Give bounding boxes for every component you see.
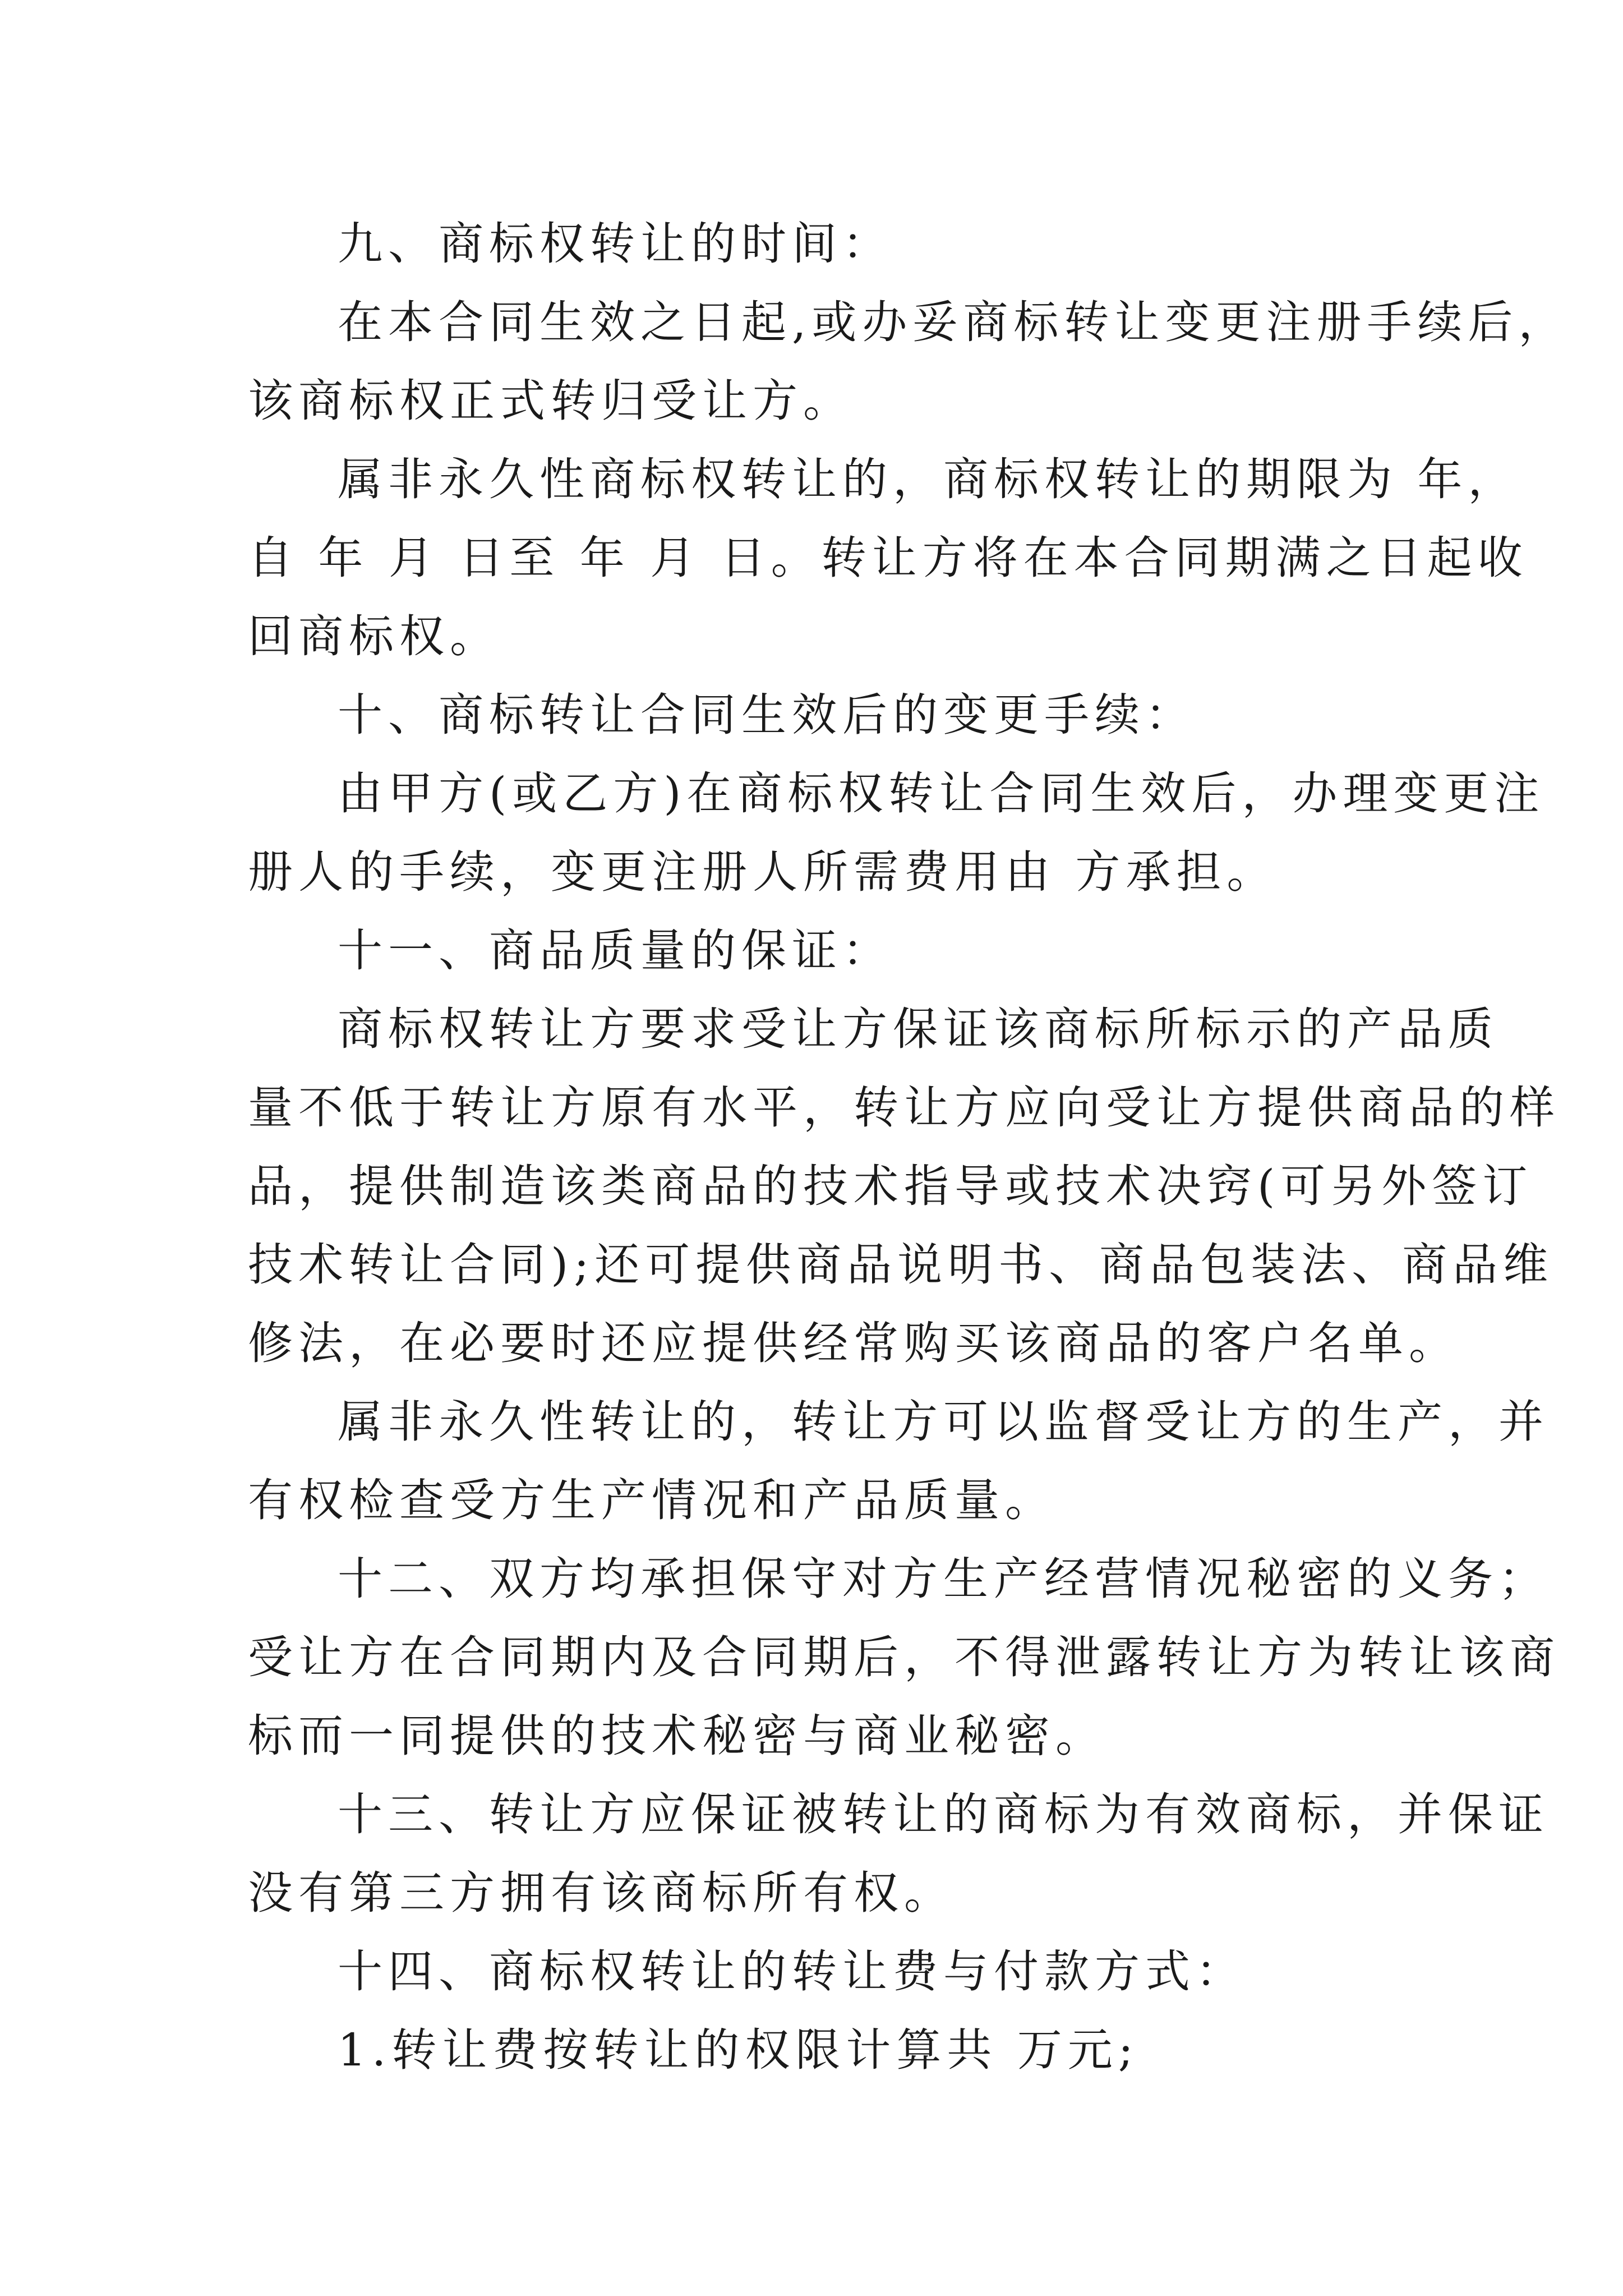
text-line: 量不低于转让方原有水平，转让方应向受让方提供商品的样	[248, 1082, 1560, 1134]
text-line: 在本合同生效之日起,或办妥商标转让变更注册手续后，	[338, 296, 1569, 348]
text-line: 由甲方(或乙方)在商标权转让合同生效后，办理变更注	[338, 767, 1545, 820]
text-line: 没有第三方拥有该商标所有权。	[248, 1867, 955, 1919]
text-line: 十四、商标权转让的转让费与付款方式：	[338, 1945, 1246, 1998]
paragraph-change-procedure-heading	[248, 676, 1398, 754]
paragraph-quality-heading	[248, 912, 1398, 990]
paragraph-quality-guarantee	[248, 990, 1560, 1383]
paragraph-valid-trademark	[248, 1775, 1549, 1932]
text-line: 有权检查受方生产情况和产品质量。	[248, 1474, 1055, 1526]
text-line: 自 年 月 日至 年 月 日。转让方将在本合同期满之日起收	[248, 532, 1528, 584]
text-line: 十、商标转让合同生效后的变更手续：	[338, 689, 1196, 741]
text-line: 十二、双方均承担保守对方生产经营情况秘密的义务；	[338, 1553, 1549, 1605]
paragraph-confidentiality	[248, 1540, 1560, 1775]
paragraph-supervision	[248, 1383, 1549, 1540]
text-line: 品，提供制造该类商品的技术指导或技术决窍(可另外签订	[248, 1160, 1533, 1212]
text-line: 十一、商品质量的保证：	[338, 924, 893, 977]
paragraph-effective-date	[248, 283, 1569, 440]
text-line: 十三、转让方应保证被转让的商标为有效商标，并保证	[338, 1788, 1549, 1841]
paragraph-change-procedure	[248, 754, 1545, 912]
text-line: 修法，在必要时还应提供经常购买该商品的客户名单。	[248, 1317, 1459, 1369]
paragraph-fee-heading	[248, 1932, 1398, 2011]
text-line: 标而一同提供的技术秘密与商业秘密。	[248, 1710, 1106, 1762]
paragraph-non-permanent-term	[248, 440, 1528, 676]
text-line: 受让方在合同期内及合同期后，不得泄露转让方为转让该商	[248, 1631, 1560, 1683]
text-line: 该商标权正式转归受让方。	[248, 375, 854, 427]
document-body	[248, 205, 1569, 2090]
text-line: 属非永久性商标权转让的，商标权转让的期限为 年，	[338, 453, 1519, 505]
text-line: 商标权转让方要求受让方保证该商标所标示的产品质	[338, 1003, 1498, 1055]
text-line: 属非永久性转让的，转让方可以监督受让方的生产，并	[338, 1396, 1549, 1448]
text-line: 1.转让费按转让的权限计算共 万元;	[338, 2024, 1139, 2076]
text-line: 技术转让合同);还可提供商品说明书、商品包装法、商品维	[248, 1239, 1554, 1291]
text-line: 册人的手续，变更注册人所需费用由 方承担。	[248, 846, 1278, 898]
text-line: 九、商标权转让的时间：	[338, 218, 893, 270]
paragraph-transfer-time-heading	[248, 205, 1398, 283]
text-line: 回商标权。	[248, 610, 500, 662]
paragraph-fee-item-1	[248, 2011, 1398, 2090]
